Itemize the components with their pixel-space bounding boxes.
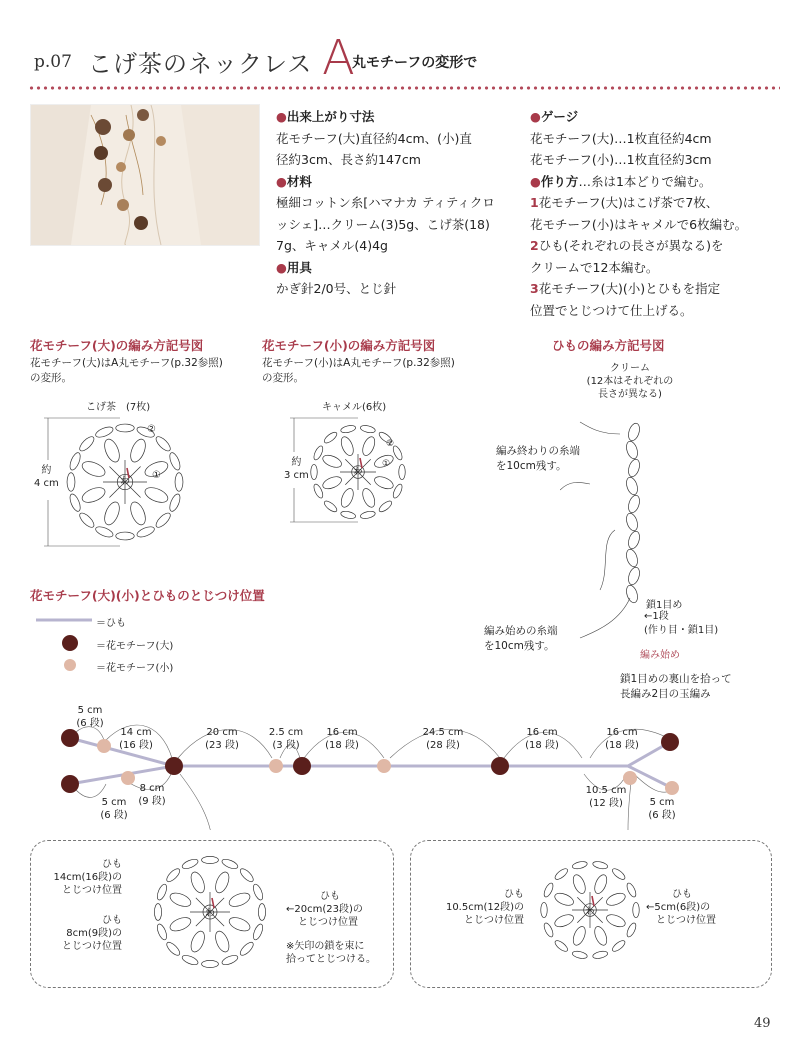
size-line: 花モチーフ(大)直径約4cm、(小)直 bbox=[276, 130, 472, 146]
motif-small bbox=[269, 759, 283, 773]
detail-label: ひも ←5cm(6段)の とじつけ位置 bbox=[646, 889, 716, 926]
detail-label: ひも ←20cm(23段)の とじつけ位置 bbox=[286, 891, 363, 928]
materials-heading: ●材料 bbox=[276, 173, 312, 189]
size-heading: ●出来上がり寸法 bbox=[276, 109, 375, 124]
page-number: 49 bbox=[754, 1016, 771, 1031]
page-title: こげ茶のネックレス bbox=[88, 50, 313, 78]
necklace-photo bbox=[30, 104, 260, 246]
materials-line: ッシェ]…クリーム(3)5g、こげ茶(18) bbox=[276, 216, 490, 232]
detail-label: ひも 10.5cm(12段)の とじつけ位置 bbox=[445, 889, 524, 926]
chart-large-dimension: 約 4 cm bbox=[34, 465, 59, 489]
row2-label: ② bbox=[386, 439, 395, 449]
motif-large bbox=[661, 733, 679, 751]
cord-color-label: クリーム (12本はそれぞれの 長さが異なる) bbox=[586, 363, 674, 400]
gauge-heading: ●ゲージ bbox=[530, 109, 579, 124]
gauge-line: 花モチーフ(大)…1枚直径約4cm bbox=[530, 130, 712, 146]
gauge-line: 花モチーフ(小)…1枚直径約3cm bbox=[530, 152, 712, 167]
motif-large bbox=[61, 775, 79, 793]
tools-heading: ●用具 bbox=[276, 259, 312, 275]
measure-label: 5 cm (6 段) bbox=[648, 797, 676, 821]
chart-large-color: こげ茶 (7枚) bbox=[86, 402, 151, 413]
dotted-divider bbox=[28, 86, 780, 90]
measure-label: 16 cm (18 段) bbox=[325, 727, 359, 751]
legend-large: ＝花モチーフ(大) bbox=[96, 641, 174, 652]
flower-large-diagram bbox=[40, 410, 210, 560]
legend-swatches bbox=[36, 612, 96, 672]
cord-chart-title: ひもの編み方記号図 bbox=[552, 338, 665, 353]
materials-line: 7g、キャメル(4)4g bbox=[276, 238, 388, 253]
size-line: 径約3cm、長さ約147cm bbox=[276, 152, 421, 167]
motif-small bbox=[121, 771, 135, 785]
motif-small bbox=[623, 771, 637, 785]
row1-marker: ←1段 (作り目・鎖1目) bbox=[644, 611, 719, 636]
measure-label: 5 cm (6 段) bbox=[76, 705, 104, 729]
measure-label: 14 cm (16 段) bbox=[119, 727, 153, 751]
detail-label: ひも 14cm(16段)の とじつけ位置 bbox=[53, 859, 122, 896]
chart-small-title: 花モチーフ(小)の編み方記号図 bbox=[262, 338, 436, 353]
detail-right-flower bbox=[530, 850, 650, 970]
step-line: 2ひも(それぞれの長さが異なる)を bbox=[530, 238, 724, 253]
chain1-label: 鎖1目め bbox=[646, 600, 683, 611]
detail-note: ※矢印の鎖を束に 拾ってとじつける。 bbox=[286, 941, 376, 965]
step-line: 花モチーフ(小)はキャメルで6枚編む。 bbox=[530, 216, 748, 232]
detail-label: ひも 8cm(9段)の とじつけ位置 bbox=[62, 915, 122, 952]
section-letter: A bbox=[322, 30, 355, 86]
tools-line: かぎ針2/0号、とじ針 bbox=[276, 281, 397, 296]
info-right bbox=[530, 106, 790, 321]
step-line: 1花モチーフ(大)はこげ茶で7枚、 bbox=[530, 195, 719, 210]
measure-label: 8 cm (9 段) bbox=[138, 783, 166, 807]
measure-label: 2.5 cm (3 段) bbox=[268, 727, 304, 751]
legend-small: ＝花モチーフ(小) bbox=[96, 663, 174, 674]
method-heading: ●作り方…糸は1本どりで編む。 bbox=[530, 173, 712, 189]
motif-large bbox=[491, 757, 509, 775]
row2-label: ② bbox=[147, 424, 156, 435]
center-ring-label: わ bbox=[120, 476, 130, 487]
center-ring-label: わ bbox=[205, 908, 215, 919]
measure-label: 16 cm (18 段) bbox=[525, 727, 559, 751]
motif-small bbox=[377, 759, 391, 773]
measure-label: 10.5 cm (12 段) bbox=[585, 785, 627, 809]
bottom-stitch-label: 鎖1目めの裏山を拾って 長編み2目の玉編み bbox=[620, 673, 732, 700]
step-line: クリームで12本編む。 bbox=[530, 259, 659, 275]
page-subtitle: 丸モチーフの変形で bbox=[352, 55, 478, 71]
center-ring-label: わ bbox=[353, 467, 363, 477]
legend-cord: ＝ひも bbox=[96, 618, 126, 629]
chart-small-dimension: 約 3 cm bbox=[284, 457, 309, 481]
motif-large bbox=[165, 757, 183, 775]
chart-large-title: 花モチーフ(大)の編み方記号図 bbox=[30, 338, 204, 353]
cord-end-label: 編み終わりの糸端 を10cm残す。 bbox=[496, 445, 580, 472]
chart-large-note: 花モチーフ(大)はA丸モチーフ(p.32参照) の変形。 bbox=[30, 357, 223, 384]
motif-small bbox=[665, 781, 679, 795]
measure-label: 20 cm (23 段) bbox=[205, 727, 239, 751]
row1-label: ① bbox=[382, 459, 391, 469]
flower-small-diagram bbox=[288, 410, 428, 530]
step-line: 位置でとじつけて仕上げる。 bbox=[530, 302, 693, 318]
chart-small-color: キャメル(6枚) bbox=[322, 402, 387, 413]
measure-label: 5 cm (6 段) bbox=[100, 797, 128, 821]
attach-title: 花モチーフ(大)(小)とひものとじつけ位置 bbox=[30, 588, 265, 603]
center-ring-label: わ bbox=[585, 907, 595, 917]
motif-large bbox=[61, 729, 79, 747]
start-label: 編み始め bbox=[640, 650, 680, 661]
measure-label: 24.5 cm (28 段) bbox=[422, 727, 464, 751]
row1-label: ① bbox=[152, 470, 161, 481]
motif-small bbox=[97, 739, 111, 753]
step-line: 3花モチーフ(大)(小)とひもを指定 bbox=[530, 281, 721, 296]
measure-label: 16 cm (18 段) bbox=[605, 727, 639, 751]
materials-line: 極細コットン糸[ハマナカ ティティクロ bbox=[276, 195, 495, 210]
motif-large bbox=[293, 757, 311, 775]
start-tail-label: 編み始めの糸端 を10cm残す。 bbox=[484, 625, 558, 652]
info-left bbox=[276, 106, 526, 300]
detail-left-flower bbox=[140, 846, 280, 976]
chart-small-note: 花モチーフ(小)はA丸モチーフ(p.32参照) の変形。 bbox=[262, 357, 455, 384]
page-label: p.07 bbox=[34, 52, 72, 72]
